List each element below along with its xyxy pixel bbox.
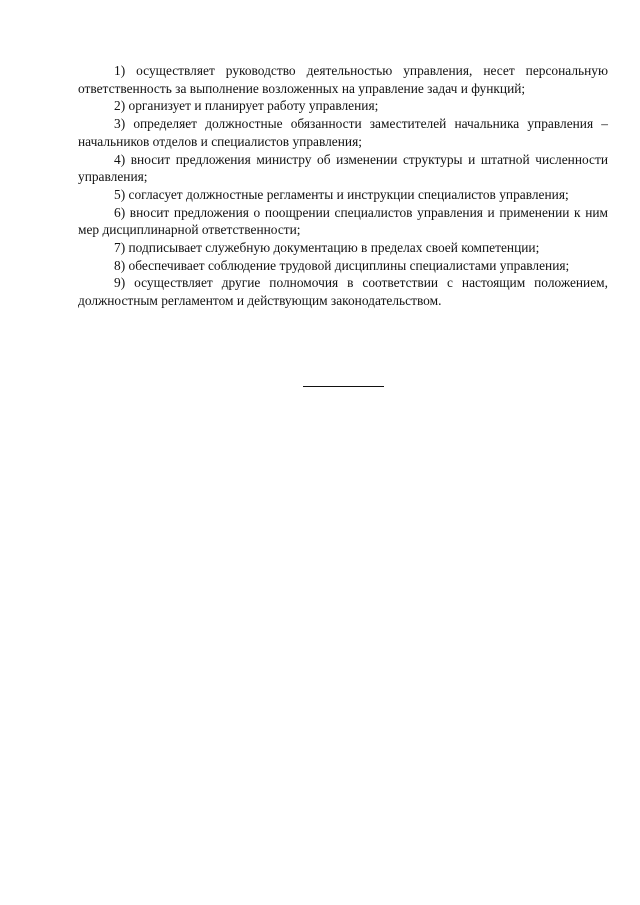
list-item-5: 5) согласует должностные регламенты и инструкции специалистов управления; — [114, 186, 569, 202]
list-item-1: 1) осуществляет руководство деятельностью управления, несет персональную ответственность за выполнение возложенных на управление задач и функций; — [78, 63, 608, 96]
list-item-6: 6) вносит предложения о поощрении специалистов управления и применении к ним мер дисциплинарной ответственности; — [78, 204, 608, 238]
list-item-9: 9) осуществляет другие полномочия в соответствии с настоящим положением, должностным регламентом и действующим законодательством. — [78, 275, 608, 309]
list-item-2: 2) организует и планирует работу управления; — [114, 98, 379, 114]
list-item-3: 3) определяет должностные обязанности заместителей начальника управления – начальников отделов и специалистов управления; — [78, 116, 608, 149]
list-item-8: 8) обеспечивает соблюдение трудовой дисциплины специалистами управления; — [114, 257, 570, 273]
list-item-4: 4) вносит предложения министру об изменении структуры и штатной численности управления; — [78, 151, 608, 185]
list-item-7: 7) подписывает служебную документацию в пределах своей компетенции; — [114, 240, 540, 256]
document-body — [78, 62, 608, 310]
end-separator-line — [303, 386, 384, 387]
